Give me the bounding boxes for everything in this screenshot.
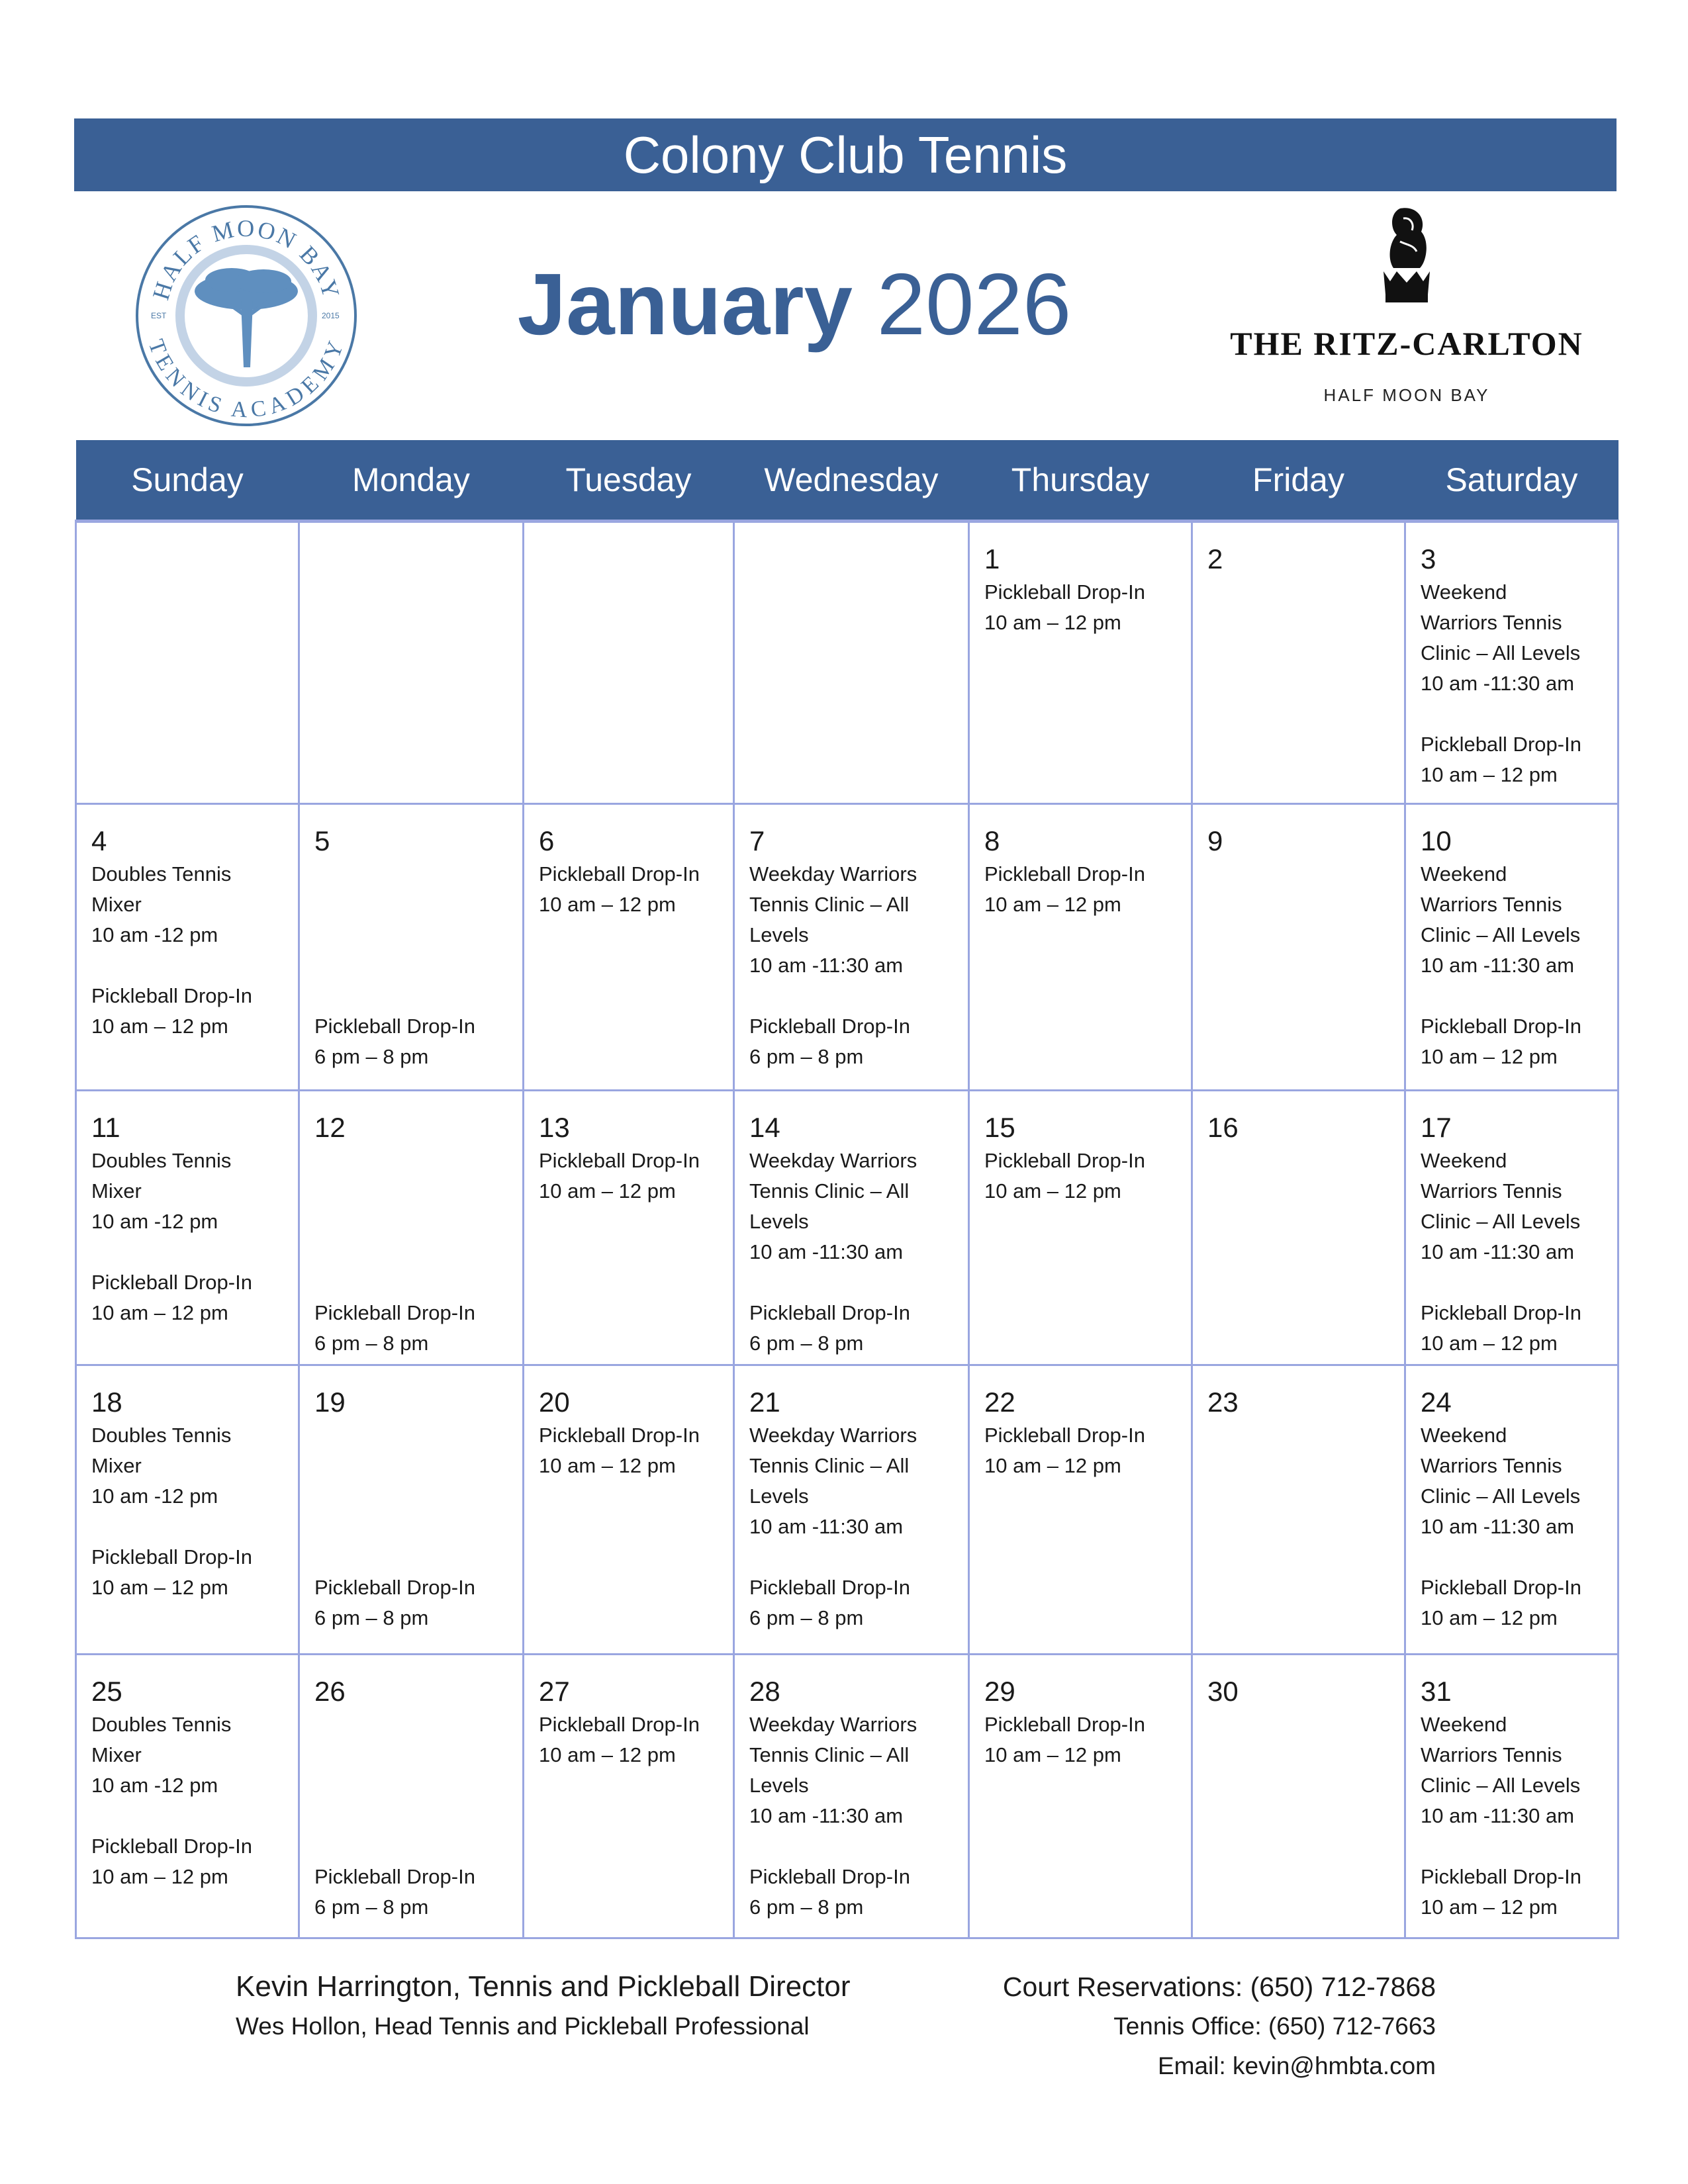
empty-day-cell xyxy=(299,522,524,804)
event-line: Weekend xyxy=(1421,1424,1507,1447)
event-line xyxy=(314,1801,522,1831)
event-line xyxy=(314,1481,522,1512)
event-line xyxy=(1421,1542,1617,1572)
event-line: Warriors Tennis xyxy=(1421,1179,1562,1203)
event-line: 10 am – 12 pm xyxy=(539,1454,676,1477)
day-number: 30 xyxy=(1207,1676,1239,1707)
event-line: 6 pm – 8 pm xyxy=(749,1606,864,1629)
event-line: 10 am -12 pm xyxy=(91,1210,218,1233)
event-line: Pickleball Drop-In xyxy=(539,1149,700,1172)
event-line: Warriors Tennis xyxy=(1421,1743,1562,1766)
event-line: Levels xyxy=(749,1484,809,1508)
day-cell xyxy=(969,1655,1192,1938)
empty-day-cell xyxy=(734,522,969,804)
event-line xyxy=(91,1801,298,1831)
day-cell xyxy=(969,1365,1192,1655)
day-cell xyxy=(1192,522,1405,804)
event-line xyxy=(1421,1831,1617,1862)
lion-crown-icon xyxy=(1374,205,1440,304)
day-number: 19 xyxy=(314,1387,346,1418)
event-line: Pickleball Drop-In xyxy=(1421,1865,1581,1888)
academy-logo-est: EST xyxy=(151,311,167,320)
event-line: Pickleball Drop-In xyxy=(1421,1301,1581,1324)
day-cell xyxy=(1405,522,1618,804)
event-line: Pickleball Drop-In xyxy=(91,984,252,1007)
event-line: Warriors Tennis xyxy=(1421,893,1562,916)
event-line: Pickleball Drop-In xyxy=(984,580,1145,604)
day-cell xyxy=(524,1365,734,1655)
empty-day-cell xyxy=(524,522,734,804)
weekday-friday: Friday xyxy=(1192,440,1405,522)
day-number: 26 xyxy=(314,1676,346,1707)
event-line xyxy=(749,1267,968,1298)
event-line: Mixer xyxy=(91,1179,142,1203)
event-line xyxy=(314,1267,522,1298)
contact-info xyxy=(1003,1967,1436,2086)
event-line: Tennis Clinic – All xyxy=(749,1743,910,1766)
event-line: Pickleball Drop-In xyxy=(539,1424,700,1447)
event-line xyxy=(314,1542,522,1572)
weekday-monday: Monday xyxy=(299,440,524,522)
event-line: Weekday Warriors xyxy=(749,862,917,886)
event-line: 10 am -11:30 am xyxy=(749,954,904,977)
event-line: Pickleball Drop-In xyxy=(91,1271,252,1294)
weekday-tuesday: Tuesday xyxy=(524,440,734,522)
week-row xyxy=(76,1365,1618,1655)
event-line xyxy=(314,1512,522,1542)
day-cell xyxy=(734,804,969,1091)
event-line: 10 am -11:30 am xyxy=(749,1804,904,1827)
event-line: Levels xyxy=(749,1210,809,1233)
head-pro-name: Wes Hollon, Head Tennis and Pickleball Professional xyxy=(236,2013,810,2040)
day-number: 14 xyxy=(749,1112,780,1143)
event-line xyxy=(314,1740,522,1770)
day-cell xyxy=(1405,1655,1618,1938)
event-line: 10 am – 12 pm xyxy=(539,1743,676,1766)
event-line: Clinic – All Levels xyxy=(1421,1774,1581,1797)
week-row xyxy=(76,522,1618,804)
event-line: 10 am – 12 pm xyxy=(539,1179,676,1203)
title-banner: Colony Club Tennis xyxy=(74,118,1617,191)
event-line: 10 am -11:30 am xyxy=(749,1240,904,1263)
event-line xyxy=(91,1237,298,1267)
weekday-sunday: Sunday xyxy=(76,440,299,522)
day-number: 22 xyxy=(984,1387,1015,1418)
event-line: Doubles Tennis xyxy=(91,1713,232,1736)
event-line: 6 pm – 8 pm xyxy=(314,1045,429,1068)
event-line: 10 am -11:30 am xyxy=(1421,1515,1575,1538)
court-reservations-phone: Court Reservations: (650) 712-7868 xyxy=(1002,1972,1436,2002)
event-line: 10 am – 12 pm xyxy=(1421,1895,1558,1919)
day-cell xyxy=(299,1655,524,1938)
day-cell xyxy=(1405,804,1618,1091)
day-cell xyxy=(299,1091,524,1365)
event-line: Pickleball Drop-In xyxy=(91,1545,252,1569)
event-line: Clinic – All Levels xyxy=(1421,1210,1581,1233)
weekday-saturday: Saturday xyxy=(1405,440,1618,522)
day-number: 16 xyxy=(1207,1112,1239,1143)
event-line: Weekend xyxy=(1421,580,1507,604)
day-number: 2 xyxy=(1207,543,1223,574)
event-line: Weekday Warriors xyxy=(749,1713,917,1736)
event-line: 10 am – 12 pm xyxy=(1421,1606,1558,1629)
event-line xyxy=(1421,699,1617,729)
day-cell xyxy=(524,1091,734,1365)
event-line: Levels xyxy=(749,1774,809,1797)
event-line: Tennis Clinic – All xyxy=(749,1179,910,1203)
event-line: Tennis Clinic – All xyxy=(749,1454,910,1477)
day-cell xyxy=(1192,804,1405,1091)
event-line: 10 am – 12 pm xyxy=(984,611,1121,634)
event-line xyxy=(314,1237,522,1267)
weekday-header-row xyxy=(76,440,1618,522)
day-number: 28 xyxy=(749,1676,780,1707)
day-cell xyxy=(76,804,299,1091)
event-line xyxy=(1421,1267,1617,1298)
day-number: 20 xyxy=(539,1387,570,1418)
day-cell xyxy=(1405,1365,1618,1655)
event-line xyxy=(314,859,522,889)
day-number: 9 xyxy=(1207,825,1223,856)
event-line: 10 am -12 pm xyxy=(91,923,218,946)
day-number: 8 xyxy=(984,825,1000,856)
tennis-office-phone: Tennis Office: (650) 712-7663 xyxy=(1113,2013,1436,2040)
day-number: 3 xyxy=(1421,543,1436,574)
day-number: 23 xyxy=(1207,1387,1239,1418)
event-line xyxy=(314,889,522,920)
event-line xyxy=(1421,981,1617,1011)
weekday-wednesday: Wednesday xyxy=(734,440,969,522)
event-line xyxy=(314,1146,522,1176)
event-line: Pickleball Drop-In xyxy=(1421,1576,1581,1599)
week-row xyxy=(76,804,1618,1091)
event-line: 6 pm – 8 pm xyxy=(314,1332,429,1355)
event-line: 10 am – 12 pm xyxy=(91,1865,228,1888)
event-line: 10 am – 12 pm xyxy=(1421,1045,1558,1068)
event-line: Mixer xyxy=(91,893,142,916)
event-line xyxy=(314,1176,522,1206)
event-line: Pickleball Drop-In xyxy=(314,1576,475,1599)
event-line xyxy=(314,1709,522,1740)
week-row xyxy=(76,1655,1618,1938)
day-number: 10 xyxy=(1421,825,1452,856)
event-line: Doubles Tennis xyxy=(91,862,232,886)
event-line xyxy=(314,981,522,1011)
event-line: Pickleball Drop-In xyxy=(91,1835,252,1858)
day-number: 31 xyxy=(1421,1676,1452,1707)
month-label: January xyxy=(517,255,853,353)
event-line xyxy=(314,1770,522,1801)
day-cell xyxy=(969,522,1192,804)
day-number: 27 xyxy=(539,1676,570,1707)
event-line: Pickleball Drop-In xyxy=(314,1865,475,1888)
academy-logo-bottom-text: TENNIS ACADEMY xyxy=(143,336,350,423)
event-line: Weekend xyxy=(1421,1713,1507,1736)
event-line xyxy=(749,1831,968,1862)
event-line: Weekend xyxy=(1421,862,1507,886)
event-line: 10 am -12 pm xyxy=(91,1774,218,1797)
day-number: 21 xyxy=(749,1387,780,1418)
day-cell xyxy=(1405,1091,1618,1365)
event-line: Pickleball Drop-In xyxy=(749,1015,910,1038)
event-line: Mixer xyxy=(91,1454,142,1477)
event-line: Pickleball Drop-In xyxy=(749,1576,910,1599)
event-line: Tennis Clinic – All xyxy=(749,893,910,916)
event-line xyxy=(314,1451,522,1481)
event-line: Pickleball Drop-In xyxy=(984,1713,1145,1736)
event-line: 6 pm – 8 pm xyxy=(314,1895,429,1919)
calendar-grid xyxy=(75,440,1619,1939)
day-cell xyxy=(76,1655,299,1938)
event-line: Warriors Tennis xyxy=(1421,611,1562,634)
event-line: 10 am – 12 pm xyxy=(91,1576,228,1599)
day-cell xyxy=(524,1655,734,1938)
day-cell xyxy=(969,1091,1192,1365)
academy-logo-year: 2015 xyxy=(322,311,340,320)
event-line: Mixer xyxy=(91,1743,142,1766)
event-line: Pickleball Drop-In xyxy=(1421,733,1581,756)
event-line: 10 am -11:30 am xyxy=(749,1515,904,1538)
event-line: 10 am – 12 pm xyxy=(91,1301,228,1324)
event-line: 6 pm – 8 pm xyxy=(749,1895,864,1919)
event-line xyxy=(749,981,968,1011)
day-cell xyxy=(1192,1091,1405,1365)
event-line: 6 pm – 8 pm xyxy=(749,1332,864,1355)
day-cell xyxy=(734,1365,969,1655)
day-number: 18 xyxy=(91,1387,122,1418)
event-line: 10 am – 12 pm xyxy=(539,893,676,916)
event-line xyxy=(314,1831,522,1862)
day-number: 17 xyxy=(1421,1112,1452,1143)
event-line: Pickleball Drop-In xyxy=(314,1301,475,1324)
event-line: 10 am -11:30 am xyxy=(1421,672,1575,695)
event-line: Weekday Warriors xyxy=(749,1149,917,1172)
event-line: 10 am – 12 pm xyxy=(984,1179,1121,1203)
day-cell xyxy=(969,804,1192,1091)
day-cell xyxy=(734,1655,969,1938)
event-line: 10 am – 12 pm xyxy=(1421,763,1558,786)
day-number: 25 xyxy=(91,1676,122,1707)
event-line: Weekend xyxy=(1421,1149,1507,1172)
event-line: 10 am -11:30 am xyxy=(1421,954,1575,977)
event-line: Pickleball Drop-In xyxy=(984,1424,1145,1447)
event-line: Pickleball Drop-In xyxy=(749,1865,910,1888)
event-line: 10 am – 12 pm xyxy=(1421,1332,1558,1355)
week-row xyxy=(76,1091,1618,1365)
event-line: Pickleball Drop-In xyxy=(984,1149,1145,1172)
day-number: 24 xyxy=(1421,1387,1452,1418)
event-line: Clinic – All Levels xyxy=(1421,1484,1581,1508)
event-line: Pickleball Drop-In xyxy=(539,862,700,886)
day-cell xyxy=(76,1365,299,1655)
event-line xyxy=(314,920,522,950)
day-cell xyxy=(1192,1655,1405,1938)
day-number: 29 xyxy=(984,1676,1015,1707)
event-line: Doubles Tennis xyxy=(91,1424,232,1447)
event-line xyxy=(749,1542,968,1572)
tennis-academy-logo xyxy=(132,202,360,430)
day-cell xyxy=(734,1091,969,1365)
empty-day-cell xyxy=(76,522,299,804)
event-line xyxy=(91,1512,298,1542)
event-line xyxy=(314,950,522,981)
event-line: Clinic – All Levels xyxy=(1421,641,1581,664)
event-line: Clinic – All Levels xyxy=(1421,923,1581,946)
event-line: 10 am -12 pm xyxy=(91,1484,218,1508)
day-cell xyxy=(299,804,524,1091)
day-cell xyxy=(524,804,734,1091)
event-line: 10 am -11:30 am xyxy=(1421,1240,1575,1263)
day-number: 5 xyxy=(314,825,330,856)
day-number: 7 xyxy=(749,825,765,856)
email-contact[interactable]: Email: kevin@hmbta.com xyxy=(1157,2052,1436,2079)
event-line: Levels xyxy=(749,923,809,946)
day-number: 13 xyxy=(539,1112,570,1143)
day-number: 4 xyxy=(91,825,107,856)
event-line: 10 am – 12 pm xyxy=(91,1015,228,1038)
event-line: 6 pm – 8 pm xyxy=(749,1045,864,1068)
event-line: Weekday Warriors xyxy=(749,1424,917,1447)
month-year-heading xyxy=(463,248,1125,361)
event-line: Pickleball Drop-In xyxy=(984,862,1145,886)
event-line: Pickleball Drop-In xyxy=(749,1301,910,1324)
staff-contacts xyxy=(236,1967,851,2046)
event-line: 6 pm – 8 pm xyxy=(314,1606,429,1629)
day-number: 11 xyxy=(91,1112,120,1143)
event-line xyxy=(314,1420,522,1451)
event-line xyxy=(91,950,298,981)
event-line: Pickleball Drop-In xyxy=(539,1713,700,1736)
event-line: 10 am -11:30 am xyxy=(1421,1804,1575,1827)
event-line: 10 am – 12 pm xyxy=(984,893,1121,916)
event-line: Doubles Tennis xyxy=(91,1149,232,1172)
academy-logo-top-text: HALF MOON BAY xyxy=(147,214,346,303)
year-label: 2026 xyxy=(876,255,1072,353)
day-number: 1 xyxy=(984,543,1000,574)
ritz-carlton-location: HALF MOON BAY xyxy=(1323,385,1490,405)
day-cell xyxy=(76,1091,299,1365)
event-line xyxy=(314,1206,522,1237)
event-line: Pickleball Drop-In xyxy=(1421,1015,1581,1038)
event-line: Pickleball Drop-In xyxy=(314,1015,475,1038)
weekday-thursday: Thursday xyxy=(969,440,1192,522)
ritz-carlton-logo xyxy=(1192,199,1622,417)
event-line: 10 am – 12 pm xyxy=(984,1454,1121,1477)
day-cell xyxy=(1192,1365,1405,1655)
day-number: 12 xyxy=(314,1112,346,1143)
event-line: Warriors Tennis xyxy=(1421,1454,1562,1477)
day-cell xyxy=(299,1365,524,1655)
day-number: 6 xyxy=(539,825,555,856)
director-name: Kevin Harrington, Tennis and Pickleball Director xyxy=(236,1970,851,2003)
day-number: 15 xyxy=(984,1112,1015,1143)
ritz-carlton-name: THE RITZ-CARLTON xyxy=(1230,325,1583,362)
event-line: 10 am – 12 pm xyxy=(984,1743,1121,1766)
